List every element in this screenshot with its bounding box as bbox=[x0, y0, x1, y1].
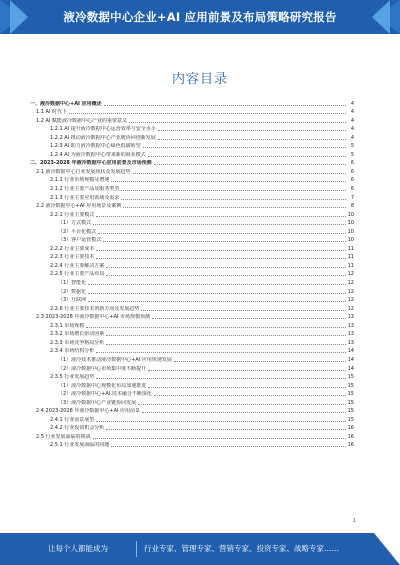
toc-entry-page: 5 bbox=[350, 143, 354, 150]
toc-entry-page: 12 bbox=[347, 288, 354, 295]
toc-dot-leader bbox=[133, 173, 346, 174]
toc-entry-page: 11 bbox=[347, 262, 354, 269]
toc-entry[interactable] bbox=[30, 423, 354, 432]
toc-dot-leader bbox=[69, 113, 346, 114]
toc-dot-leader bbox=[111, 446, 345, 447]
toc-entry[interactable] bbox=[30, 175, 354, 184]
toc-entry-label: 1.2.1 AI 提升液冷数据中心运营效率与安全水平 bbox=[50, 126, 156, 133]
toc-entry-page: 4 bbox=[350, 109, 354, 116]
toc-entry-page: 4 bbox=[350, 126, 354, 133]
toc-dot-leader bbox=[96, 250, 345, 251]
toc-entry-page: 6 bbox=[350, 186, 354, 193]
report-footer bbox=[0, 533, 400, 565]
toc-entry-label: 2.2.3 行业主要技术 bbox=[50, 254, 95, 261]
toc-entry[interactable] bbox=[30, 337, 354, 346]
toc-entry-page: 14 bbox=[347, 356, 354, 363]
toc-entry-label: 2.2.2 行业主要成本 bbox=[50, 245, 95, 252]
toc-entry-page: 4 bbox=[350, 100, 354, 107]
toc-entry-label: （3）互联网 bbox=[58, 297, 87, 304]
toc-entry[interactable] bbox=[30, 183, 354, 192]
toc-entry[interactable] bbox=[30, 141, 354, 150]
toc-dot-leader bbox=[142, 412, 346, 413]
report-header bbox=[0, 0, 400, 34]
toc-dot-leader bbox=[106, 344, 345, 345]
toc-entry-label: 2.2.6 行业主要技术创新方向及发展趋势 bbox=[50, 305, 140, 312]
report-title: 液冷数据中心企业+AI 应用前景及布局策略研究报告 bbox=[63, 10, 337, 24]
toc-entry-label: 2.5.1 行业发展面临的问题 bbox=[50, 442, 110, 449]
toc-entry-label: 2.3.5 行业发展趋势 bbox=[50, 374, 95, 381]
toc-entry[interactable] bbox=[30, 414, 354, 423]
toc-entry[interactable] bbox=[30, 277, 354, 286]
toc-entry[interactable] bbox=[30, 166, 354, 175]
toc-dot-leader bbox=[106, 275, 345, 276]
toc-entry-page: 12 bbox=[347, 280, 354, 287]
toc-entry-label: （2）平台化模式 bbox=[58, 228, 97, 235]
toc-dot-leader bbox=[158, 139, 346, 140]
toc-dot-leader bbox=[86, 327, 345, 328]
toc-entry[interactable] bbox=[30, 260, 354, 269]
toc-entry[interactable] bbox=[30, 243, 354, 252]
toc-entry-label: 2.2.4 行业主要解决方案 bbox=[50, 262, 105, 269]
toc-dot-leader bbox=[141, 310, 345, 311]
toc-dot-leader bbox=[123, 207, 346, 208]
toc-dot-leader bbox=[148, 387, 345, 388]
toc-entry-page: 15 bbox=[347, 416, 354, 423]
toc-entry-label: 2.5 行业发展面临的挑战 bbox=[36, 433, 91, 440]
toc-dot-leader bbox=[106, 267, 345, 268]
toc-entry-label: （2）液冷数据中心+AI 技术融合不断深化 bbox=[58, 391, 152, 398]
toc-entry-label: 1.2.2 AI 推动液冷数据中心产业链协同创新发展 bbox=[50, 134, 156, 141]
toc-dot-leader bbox=[148, 370, 345, 371]
toc-dot-leader bbox=[104, 105, 346, 106]
toc-dot-leader bbox=[106, 429, 345, 430]
toc-dot-leader bbox=[106, 335, 345, 336]
toc-entry-page: 11 bbox=[347, 254, 354, 261]
toc-dot-leader bbox=[154, 395, 346, 396]
toc-entry-page: 10 bbox=[347, 237, 354, 244]
toc-heading: 内容目录 bbox=[171, 72, 228, 87]
toc-entry[interactable] bbox=[30, 269, 354, 278]
toc-dot-leader bbox=[103, 241, 345, 242]
toc-entry-page: 16 bbox=[347, 433, 354, 440]
toc-entry-page: 6 bbox=[350, 177, 354, 184]
toc-entry-label: 一、液冷数据中心+AI 应用概述 bbox=[30, 100, 102, 107]
toc-entry-label: 2.4.1 行业前景展望 bbox=[50, 416, 95, 423]
footer-slogan-right: 行业专家、管理专家、营销专家、投资专家、战略专家…… bbox=[144, 544, 339, 553]
toc-entry[interactable] bbox=[30, 98, 354, 107]
toc-entry-page: 5 bbox=[350, 151, 354, 158]
toc-entry-label: （1）液冷数据中心规模化布局加速推进 bbox=[58, 382, 147, 389]
toc-entry-label: （3）液冷数据中心产业链协同发展 bbox=[58, 399, 137, 406]
toc-entry-page: 11 bbox=[347, 245, 354, 252]
toc-entry[interactable] bbox=[30, 252, 354, 261]
toc-entry-label: 2.3.1 市场规模 bbox=[50, 322, 85, 329]
toc-entry-page: 13 bbox=[347, 339, 354, 346]
toc-entry-label: 2.2 液冷数据中心+AI 应用场景及案例 bbox=[36, 203, 122, 210]
toc-entry[interactable] bbox=[30, 380, 354, 389]
toc-entry-page: 15 bbox=[347, 399, 354, 406]
toc-dot-leader bbox=[96, 378, 345, 379]
toc-entry[interactable] bbox=[30, 372, 354, 381]
toc-entry-page: 13 bbox=[347, 331, 354, 338]
toc-entry-label: 二、2023-2028 年液冷数据中心应用前景及市场预测 bbox=[30, 160, 152, 167]
toc-entry[interactable] bbox=[30, 209, 354, 218]
toc-entry-page: 13 bbox=[347, 314, 354, 321]
toc-entry[interactable] bbox=[30, 115, 354, 124]
toc-entry[interactable] bbox=[30, 149, 354, 158]
toc-dot-leader bbox=[152, 318, 346, 319]
toc-dot-leader bbox=[158, 130, 346, 131]
toc-entry[interactable] bbox=[30, 354, 354, 363]
toc-entry[interactable] bbox=[30, 406, 354, 415]
toc-entry-page: 6 bbox=[350, 160, 354, 167]
toc-entry-label: 2.1.2 行业主要产品及服务类型 bbox=[50, 186, 120, 193]
page-marker: 1 bbox=[352, 518, 356, 524]
toc-entry-label: 1.2.4 AI 为液冷数据中心带来新的商业模式 bbox=[50, 151, 146, 158]
toc-dot-leader bbox=[93, 224, 345, 225]
toc-entry-page: 12 bbox=[347, 271, 354, 278]
toc-entry-label: （1）方式模式 bbox=[58, 220, 92, 227]
toc-entry-label: 1.1 AI 时代下 bbox=[36, 109, 68, 116]
toc-dot-leader bbox=[96, 258, 345, 259]
toc-entry[interactable] bbox=[30, 312, 354, 321]
toc-dot-leader bbox=[88, 284, 345, 285]
toc-entry-label: 2.2.5 行业主要产品布局 bbox=[50, 271, 105, 278]
toc-entry-label: （2）液冷数据中心市场集中度不断提升 bbox=[58, 365, 147, 372]
toc-dot-leader bbox=[148, 156, 346, 157]
toc-entry-page: 14 bbox=[347, 348, 354, 355]
toc-entry[interactable] bbox=[30, 363, 354, 372]
toc-entry-label: 2.1 液冷数据中心行业发展现状及发展趋势 bbox=[36, 168, 131, 175]
toc-dot-leader bbox=[96, 421, 345, 422]
toc-entry[interactable] bbox=[30, 329, 354, 338]
toc-entry-page: 8 bbox=[350, 203, 354, 210]
toc-entry[interactable] bbox=[30, 218, 354, 227]
toc-entry-page: 10 bbox=[347, 228, 354, 235]
toc-entry-label: 2.3.4 市场结构分析 bbox=[50, 348, 95, 355]
toc-entry-page: 16 bbox=[347, 442, 354, 449]
footer-divider bbox=[136, 541, 137, 557]
toc-entry-label: 2.1.1 行业市场规模及增速 bbox=[50, 177, 110, 184]
toc-entry[interactable] bbox=[30, 389, 354, 398]
toc-entry-page: 13 bbox=[347, 322, 354, 329]
toc-dot-leader bbox=[121, 190, 346, 191]
toc-entry[interactable] bbox=[30, 132, 354, 141]
toc-entry-page: 14 bbox=[347, 365, 354, 372]
toc-entry-page: 15 bbox=[347, 391, 354, 398]
toc-entry-label: 2.4 2023-2028 年液冷数据中心+AI 应用前景 bbox=[36, 408, 141, 415]
toc-entry-page: 15 bbox=[347, 374, 354, 381]
toc-entry-page: 12 bbox=[347, 297, 354, 304]
toc-entry-page: 10 bbox=[347, 220, 354, 227]
toc-dot-leader bbox=[138, 404, 345, 405]
toc-entry-page: 7 bbox=[350, 194, 354, 201]
toc-entry[interactable] bbox=[30, 397, 354, 406]
toc-entry[interactable] bbox=[30, 346, 354, 355]
toc-dot-leader bbox=[121, 199, 346, 200]
toc-dot-leader bbox=[88, 293, 345, 294]
toc-entry-label: 2.2.1 行业主要模式 bbox=[50, 211, 95, 218]
toc-entry[interactable] bbox=[30, 107, 354, 116]
toc-dot-leader bbox=[143, 147, 346, 148]
toc-entry[interactable] bbox=[30, 320, 354, 329]
toc-entry-label: （3）客户运营模式 bbox=[58, 237, 102, 244]
toc-entry-label: 2.3.3 市场竞争格局分析 bbox=[50, 339, 105, 346]
toc-entry[interactable] bbox=[30, 235, 354, 244]
toc-entry-page: 12 bbox=[347, 305, 354, 312]
toc-dot-leader bbox=[98, 233, 345, 234]
toc-dot-leader bbox=[111, 181, 346, 182]
toc-dot-leader bbox=[93, 438, 346, 439]
toc-entry[interactable] bbox=[30, 201, 354, 210]
toc-entry[interactable] bbox=[30, 124, 354, 133]
toc-dot-leader bbox=[174, 361, 346, 362]
toc-entry-page: 4 bbox=[350, 134, 354, 141]
toc-entry[interactable] bbox=[30, 286, 354, 295]
toc-entry[interactable] bbox=[30, 303, 354, 312]
toc-entry[interactable] bbox=[30, 192, 354, 201]
toc-entry[interactable] bbox=[30, 158, 354, 167]
toc-dot-leader bbox=[154, 164, 346, 165]
footer-corner-decoration bbox=[374, 533, 400, 565]
toc-entry-page: 15 bbox=[347, 408, 354, 415]
toc-entry[interactable] bbox=[30, 226, 354, 235]
toc-entry-label: 2.1.3 行业主要应用领域及需求 bbox=[50, 194, 120, 201]
toc-dot-leader bbox=[96, 216, 345, 217]
table-of-contents bbox=[30, 98, 354, 448]
toc-entry-label: （1）智能化 bbox=[58, 280, 87, 287]
toc-entry-page: 6 bbox=[350, 168, 354, 175]
toc-entry-label: （2）数据化 bbox=[58, 288, 87, 295]
toc-entry-page: 4 bbox=[350, 117, 354, 124]
toc-dot-leader bbox=[129, 122, 346, 123]
toc-entry[interactable] bbox=[30, 431, 354, 440]
toc-dot-leader bbox=[88, 301, 345, 302]
footer-slogan-left: 让每个人都能成为 bbox=[48, 544, 108, 553]
toc-dot-leader bbox=[96, 352, 345, 353]
toc-entry-label: （1）液冷技术推动液冷数据中心+AI 应用快速发展 bbox=[58, 356, 172, 363]
toc-entry-label: 2.3.2 市场增长驱动因素 bbox=[50, 331, 105, 338]
toc-entry-label: 1.2.3 AI 助力液冷数据中心绿色低碳转型 bbox=[50, 143, 141, 150]
toc-entry-page: 15 bbox=[347, 382, 354, 389]
toc-entry-page: 16 bbox=[347, 425, 354, 432]
toc-entry[interactable] bbox=[30, 440, 354, 449]
toc-entry-label: 1.2 AI 赋能液冷数据中心产业的重要意义 bbox=[36, 117, 128, 124]
toc-entry-page: 10 bbox=[347, 211, 354, 218]
toc-entry-label: 2.3 2023-2028 年液冷数据中心+AI 市场规模预测 bbox=[36, 314, 151, 321]
toc-entry[interactable] bbox=[30, 295, 354, 304]
toc-entry-label: 2.4.2 行业投资机会分析 bbox=[50, 425, 105, 432]
